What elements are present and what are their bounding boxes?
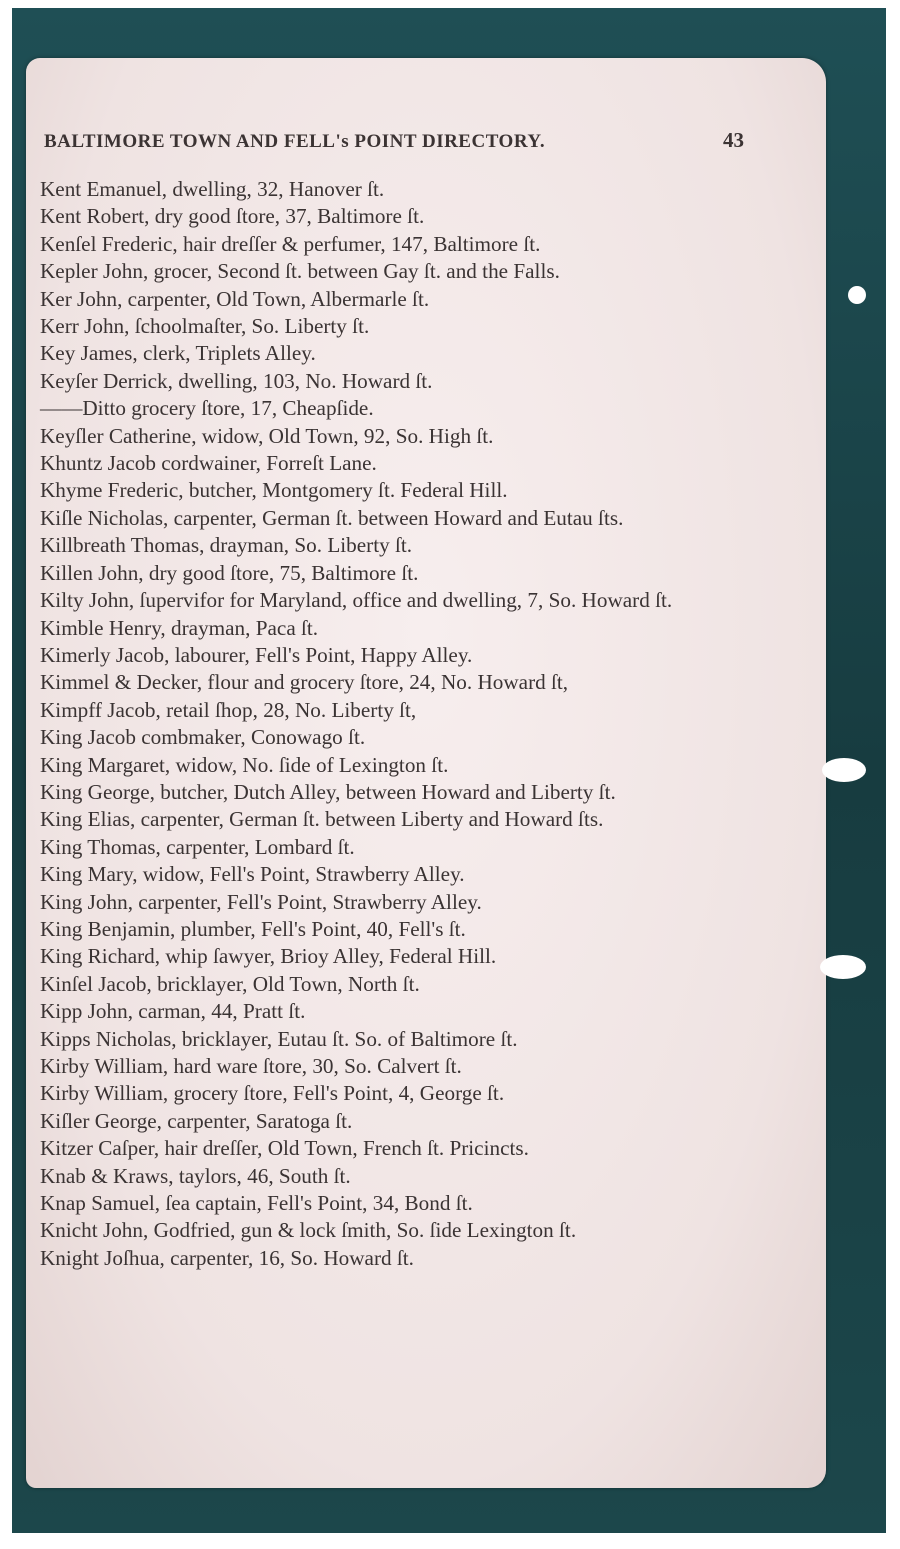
directory-entry: Kimble Henry, drayman, Paca ſt. [40,615,319,640]
directory-entry: Knab & Kraws, taylors, 46, South ſt. [40,1163,351,1188]
directory-entry: Khuntz Jacob cordwainer, Forreſt Lane. [40,451,377,476]
directory-entry: Kiſle Nicholas, carpenter, German ſt. between Howard and Eutau ſts. [40,505,624,530]
directory-title: BALTIMORE TOWN AND FELL's POINT DIRECTORY. [44,131,546,152]
directory-entry: Kitzer Caſper, hair dreſſer, Old Town, French ſt. Pricincts. [40,1136,529,1161]
directory-entry: Killen John, dry good ſtore, 75, Baltimore ſt. [40,560,419,585]
directory-entry: Kent Robert, dry good ſtore, 37, Baltimore ſt. [40,204,425,229]
directory-entry: Knight Joſhua, carpenter, 16, So. Howard ſt. [40,1245,414,1270]
directory-entry: Kimpff Jacob, retail ſhop, 28, No. Liberty ſt, [40,697,417,722]
directory-entry: Kipps Nicholas, bricklayer, Eutau ſt. So. of Baltimore ſt. [40,1026,518,1051]
directory-entry: Knicht John, Godfried, gun & lock ſmith, So. ſide Lexington ſt. [40,1218,577,1243]
directory-entries [40,176,748,1272]
directory-entry: Killbreath Thomas, drayman, So. Liberty ſt. [40,533,413,558]
directory-entry: King George, butcher, Dutch Alley, between Howard and Liberty ſt. [40,779,616,804]
directory-entry: Kerr John, ſchoolmaſter, So. Liberty ſt. [40,314,370,339]
page-header [44,128,744,158]
directory-entry: Kent Emanuel, dwelling, 32, Hanover ſt. [40,177,385,201]
directory-entry: Key James, clerk, Triplets Alley. [40,341,316,366]
binding-hole [820,955,866,979]
directory-entry: Kepler John, grocer, Second ſt. between Gay ſt. and the Falls. [40,259,560,284]
directory-entry: Kimmel & Decker, flour and grocery ſtore, 24, No. Howard ſt, [40,670,569,695]
directory-entry: King Thomas, carpenter, Lombard ſt. [40,834,355,859]
directory-entry: Kirby William, grocery ſtore, Fell's Point, 4, George ſt. [40,1081,505,1106]
directory-entry: King Richard, whip ſawyer, Brioy Alley, Federal Hill. [40,944,497,969]
directory-entry: Kipp John, carman, 44, Pratt ſt. [40,999,306,1024]
directory-entry: King Jacob combmaker, Conowago ſt. [40,725,366,750]
directory-entry: King John, carpenter, Fell's Point, Strawberry Alley. [40,889,482,914]
directory-entry: Kiſler George, carpenter, Saratoga ſt. [40,1108,353,1133]
directory-entry: King Margaret, widow, No. ſide of Lexington ſt. [40,752,449,777]
directory-entry: Kilty John, ſupervifor for Maryland, office and dwelling, 7, So. Howard ſt. [40,588,673,613]
directory-entry: Ker John, carpenter, Old Town, Albermarle ſt. [40,286,430,311]
directory-entry: Keyſer Derrick, dwelling, 103, No. Howard ſt. [40,368,433,393]
directory-entry: ——Ditto grocery ſtore, 17, Cheapſide. [40,396,374,421]
directory-entry: Keyſler Catherine, widow, Old Town, 92, So. High ſt. [40,423,494,448]
directory-entry: Kinſel Jacob, bricklayer, Old Town, North ſt. [40,971,420,996]
binding-hole [822,758,866,782]
directory-entry: Khyme Frederic, butcher, Montgomery ſt. Federal Hill. [40,478,508,503]
directory-entry: King Benjamin, plumber, Fell's Point, 40, Fell's ſt. [40,916,466,941]
page-number: 43 [723,128,744,152]
directory-entry: Kenſel Frederic, hair dreſſer & perfumer, 147, Baltimore ſt. [40,231,541,256]
binding-hole [848,286,866,304]
directory-entry: King Elias, carpenter, German ſt. between Liberty and Howard ſts. [40,807,604,832]
directory-entry: Kirby William, hard ware ſtore, 30, So. Calvert ſt. [40,1054,462,1078]
directory-entry: Knap Samuel, ſea captain, Fell's Point, 34, Bond ſt. [40,1191,473,1216]
directory-entry: King Mary, widow, Fell's Point, Strawberry Alley. [40,862,465,887]
directory-entry: Kimerly Jacob, labourer, Fell's Point, Happy Alley. [40,642,473,667]
